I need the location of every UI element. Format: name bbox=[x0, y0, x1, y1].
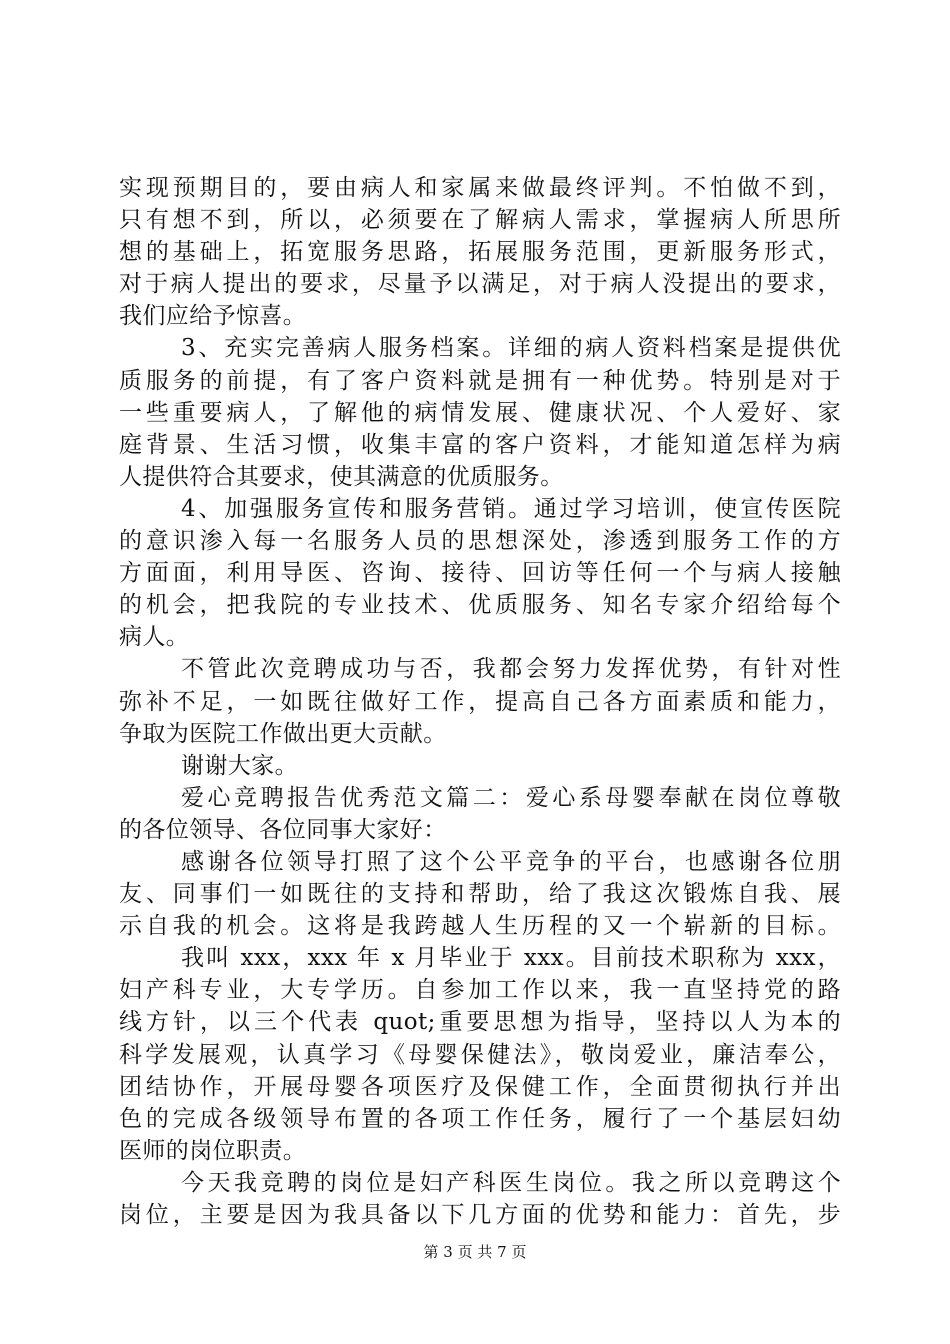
text-line: 今天我竞聘的岗位是妇产科医生岗位。我之所以竞聘这个 bbox=[181, 1169, 841, 1196]
text-line: 线方针，以三个代表 quot;重要思想为指导，坚持以人为本的 bbox=[119, 1009, 841, 1036]
text-line: 医师的岗位职责。 bbox=[119, 1137, 307, 1164]
text-line: 方面面，利用导医、咨询、接待、回访等任何一个与病人接触 bbox=[119, 560, 841, 587]
text-line: 爱心竞聘报告优秀范文篇二：爱心系母婴奉献在岗位尊敬 bbox=[181, 784, 841, 811]
text-line: 友、同事们一如既往的支持和帮助，给了我这次锻炼自我、展 bbox=[119, 881, 841, 908]
text-line: 岗位，主要是因为我具备以下几方面的优势和能力：首先，步 bbox=[119, 1202, 841, 1228]
text-line: 实现预期目的，要由病人和家属来做最终评判。不怕做不到， bbox=[119, 175, 841, 201]
text-line: 4、加强服务宣传和服务营销。通过学习培训，使宣传医院 bbox=[181, 495, 841, 522]
text-line: 不管此次竞聘成功与否，我都会努力发挥优势，有针对性 bbox=[181, 656, 841, 683]
text-line: 我叫 xxx，xxx 年 x 月毕业于 xxx。目前技术职称为 xxx， bbox=[181, 945, 841, 972]
text-line: 我们应给予惊喜。 bbox=[119, 303, 307, 330]
text-line: 科学发展观，认真学习《母婴保健法》，敬岗爱业，廉洁奉公， bbox=[119, 1041, 841, 1068]
text-line: 弥补不足，一如既往做好工作，提高自己各方面素质和能力， bbox=[119, 688, 841, 715]
text-line: 病人。 bbox=[119, 624, 190, 651]
text-line: 一些重要病人，了解他的病情发展、健康状况、个人爱好、家 bbox=[119, 399, 841, 426]
text-line: 争取为医院工作做出更大贡献。 bbox=[119, 720, 447, 747]
text-line: 只有想不到，所以，必须要在了解病人需求，掌握病人所思所 bbox=[119, 207, 841, 234]
text-line: 色的完成各级领导布置的各项工作任务，履行了一个基层妇幼 bbox=[119, 1105, 841, 1132]
text-line: 谢谢大家。 bbox=[181, 752, 298, 779]
text-line: 的机会，把我院的专业技术、优质服务、知名专家介绍给每个 bbox=[119, 592, 841, 619]
text-line: 团结协作，开展母婴各项医疗及保健工作，全面贯彻执行并出 bbox=[119, 1073, 841, 1100]
text-line: 感谢各位领导打照了这个公平竞争的平台，也感谢各位朋 bbox=[181, 848, 841, 875]
page-footer: 第 3 页 共 7 页 bbox=[423, 1243, 527, 1261]
text-line: 人提供符合其要求，使其满意的优质服务。 bbox=[119, 463, 564, 490]
text-line: 的意识渗入每一名服务人员的思想深处，渗透到服务工作的方 bbox=[119, 528, 841, 555]
text-line: 质服务的前提，有了客户资料就是拥有一种优势。特别是对于 bbox=[119, 367, 841, 394]
text-line: 妇产科专业，大专学历。自参加工作以来，我一直坚持党的路 bbox=[119, 977, 841, 1004]
text-line: 对于病人提出的要求，尽量予以满足，对于病人没提出的要求， bbox=[119, 271, 841, 298]
text-line: 的各位领导、各位同事大家好： bbox=[119, 816, 447, 843]
text-line: 想的基础上，拓宽服务思路，拓展服务范围，更新服务形式， bbox=[119, 239, 841, 266]
text-line: 3、充实完善病人服务档案。详细的病人资料档案是提供优 bbox=[181, 335, 841, 362]
text-line: 庭背景、生活习惯，收集丰富的客户资料，才能知道怎样为病 bbox=[119, 431, 841, 458]
text-line: 示自我的机会。这将是我跨越人生历程的又一个崭新的目标。 bbox=[119, 913, 841, 940]
document-body bbox=[119, 172, 841, 1231]
